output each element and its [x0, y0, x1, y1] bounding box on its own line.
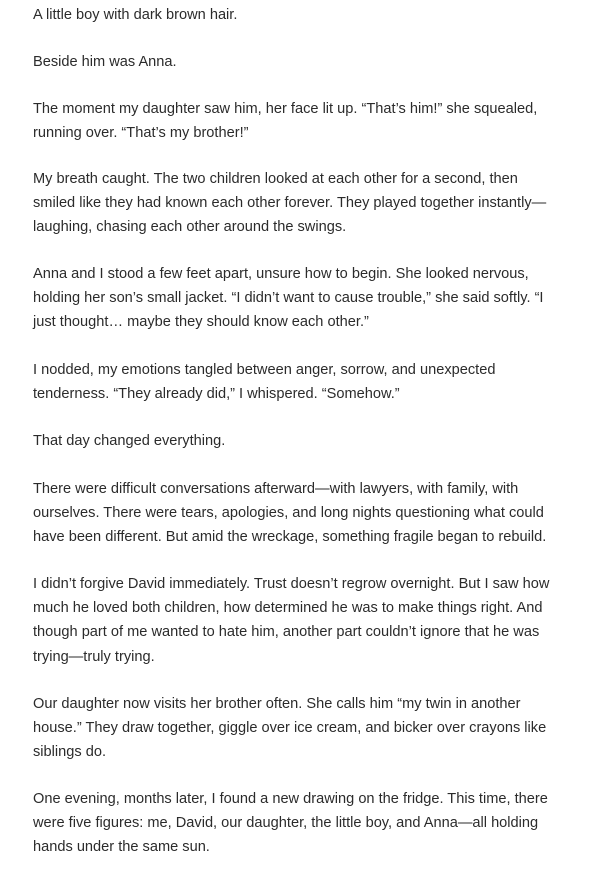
paragraph-8	[33, 477, 578, 550]
paragraph-line: were five figures: me, David, our daughter, the little boy, and Anna—all holding	[33, 815, 539, 832]
paragraph-6	[33, 358, 578, 406]
paragraph-5	[33, 262, 578, 335]
paragraph-line: I didn’t forgive David immediately. Trust doesn’t regrow overnight. But I saw how	[33, 576, 550, 592]
paragraph-line: The moment my daughter saw him, her face lit up. “That’s him!” she squealed,	[33, 101, 538, 117]
paragraph-line: I nodded, my emotions tangled between anger, sorrow, and unexpected	[33, 362, 496, 378]
paragraph-line: siblings do.	[33, 744, 107, 761]
paragraph-4	[33, 167, 578, 240]
paragraph-line: There were difficult conversations afterward—with lawyers, with family, with	[33, 481, 519, 497]
paragraph-line: One evening, months later, I found a new drawing on the fridge. This time, there	[33, 791, 548, 807]
paragraph-line: have been different. But amid the wreckage, something fragile began to rebuild.	[33, 529, 547, 546]
paragraph-10	[33, 692, 578, 765]
paragraph-9	[33, 572, 578, 669]
paragraph-line: hands under the same sun.	[33, 839, 210, 856]
paragraph-line: A little boy with dark brown hair.	[33, 7, 238, 23]
paragraph-line: Anna and I stood a few feet apart, unsure how to begin. She looked nervous,	[33, 266, 529, 282]
paragraph-line: though part of me wanted to hate him, another part couldn’t ignore that he was	[33, 624, 540, 641]
paragraph-line: Beside him was Anna.	[33, 54, 177, 70]
paragraph-2	[33, 50, 578, 74]
paragraph-7	[33, 429, 578, 453]
paragraph-line: smiled like they had known each other forever. They played together instantly—	[33, 195, 547, 212]
paragraph-line: holding her son’s small jacket. “I didn’t want to cause trouble,” she said softly. “I	[33, 290, 544, 307]
paragraph-line: trying—truly trying.	[33, 648, 155, 665]
paragraph-line: just thought… maybe they should know each other.”	[33, 314, 369, 331]
paragraph-line: tenderness. “They already did,” I whispered. “Somehow.”	[33, 386, 400, 403]
paragraph-line: My breath caught. The two children looked at each other for a second, then	[33, 171, 518, 187]
paragraph-line: Our daughter now visits her brother often. She calls him “my twin in another	[33, 696, 521, 712]
paragraph-line: running over. “That’s my brother!”	[33, 125, 249, 142]
paragraph-line: laughing, chasing each other around the swings.	[33, 219, 347, 236]
paragraph-11	[33, 787, 578, 860]
paragraph-1	[33, 3, 578, 27]
paragraph-line: ourselves. There were tears, apologies, and long nights questioning what could	[33, 505, 544, 522]
paragraph-line: house.” They draw together, giggle over ice cream, and bicker over crayons like	[33, 720, 547, 737]
paragraph-line: That day changed everything.	[33, 433, 226, 449]
paragraph-3	[33, 97, 578, 145]
paragraph-line: much he loved both children, how determined he was to make things right. And	[33, 600, 543, 617]
